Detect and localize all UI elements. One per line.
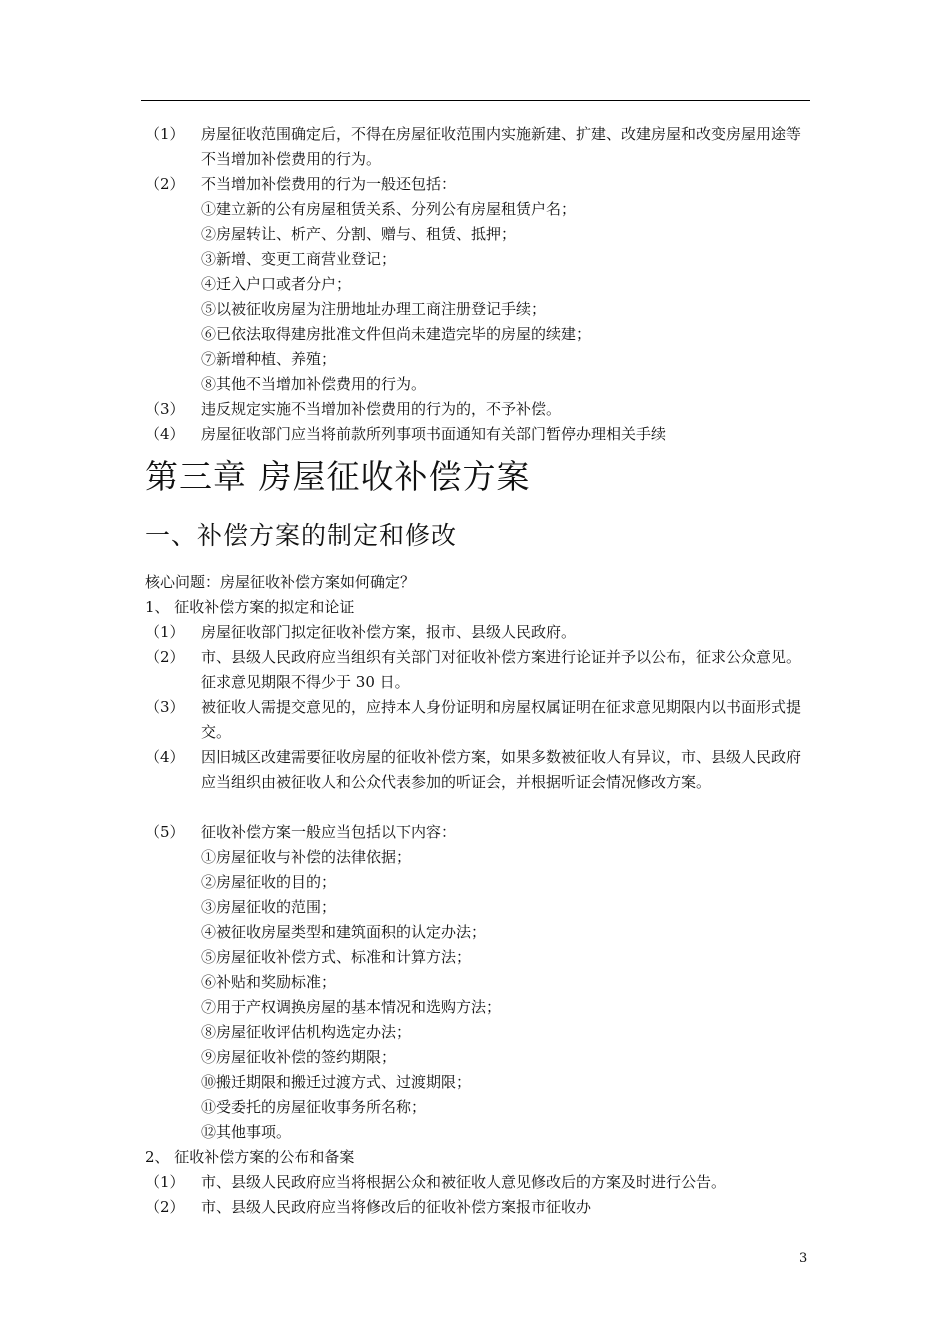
sub-item: ②房屋转让、析产、分割、赠与、租赁、抵押； <box>201 225 517 243</box>
core-question: 核心问题：房屋征收补偿方案如何确定？ <box>145 573 416 591</box>
list-number: （4） <box>145 748 185 766</box>
sub-item: ①房屋征收与补偿的法律依据； <box>201 848 412 866</box>
list-number: （1） <box>145 125 185 143</box>
sub-item: ③房屋征收的范围； <box>201 898 337 916</box>
sub-item: ⑥已依法取得建房批准文件但尚未建造完毕的房屋的续建； <box>201 325 592 343</box>
sub-item: ⑦用于产权调换房屋的基本情况和选购方法； <box>201 998 502 1016</box>
list-item-text: 市、县级人民政府应当将根据公众和被征收人意见修改后的方案及时进行公告。 <box>201 1173 727 1191</box>
list-item-text: 房屋征收范围确定后，不得在房屋征收范围内实施新建、扩建、改建房屋和改变房屋用途等不当增加补偿费用的行为。 <box>201 125 802 168</box>
sub-item: ②房屋征收的目的； <box>201 873 337 891</box>
list-number: （1） <box>145 623 185 641</box>
sub-item: ⑤以被征收房屋为注册地址办理工商注册登记手续； <box>201 300 547 318</box>
page-number: 3 <box>799 1251 808 1266</box>
list-number: （4） <box>145 425 185 443</box>
list-item-text: 市、县级人民政府应当组织有关部门对征收补偿方案进行论证并予以公布，征求公众意见。征求意见期限不得少于 30 日。 <box>201 648 802 691</box>
sub-item: ⑧其他不当增加补偿费用的行为。 <box>201 375 427 393</box>
list-item-text: 房屋征收部门应当将前款所列事项书面通知有关部门暂停办理相关手续 <box>201 425 667 443</box>
list-item-text: 市、县级人民政府应当将修改后的征收补偿方案报市征收办 <box>201 1198 592 1216</box>
chapter-title: 第三章 房屋征收补偿方案 <box>145 457 531 496</box>
list-item-text: 房屋征收部门拟定征收补偿方案，报市、县级人民政府。 <box>201 623 577 641</box>
list-item-text: 因旧城区改建需要征收房屋的征收补偿方案，如果多数被征收人有异议，市、县级人民政府应当组织由被征收人和公众代表参加的听证会，并根据听证会情况修改方案。 <box>201 748 802 791</box>
list-number: （1） <box>145 1173 185 1191</box>
list-item-text: 征收补偿方案一般应当包括以下内容： <box>201 823 457 841</box>
list-number: （2） <box>145 648 185 666</box>
sub-item: ⑤房屋征收补偿方式、标准和计算方法； <box>201 948 472 966</box>
sub-item: ④迁入户口或者分户； <box>201 275 352 293</box>
sub-item: ⑨房屋征收补偿的签约期限； <box>201 1048 397 1066</box>
sub-item: ④被征收房屋类型和建筑面积的认定办法； <box>201 923 487 941</box>
list-number: （5） <box>145 823 185 841</box>
sub-item: ⑧房屋征收评估机构选定办法； <box>201 1023 412 1041</box>
subheading: 2、 征收补偿方案的公布和备案 <box>145 1148 355 1166</box>
list-number: （2） <box>145 175 185 193</box>
sub-item: ③新增、变更工商营业登记； <box>201 250 397 268</box>
sub-item: ⑦新增种植、养殖； <box>201 350 337 368</box>
sub-item: ⑪受委托的房屋征收事务所名称； <box>201 1098 427 1116</box>
list-number: （3） <box>145 400 185 418</box>
header-rule <box>141 100 810 101</box>
sub-item: ⑫其他事项。 <box>201 1123 292 1141</box>
list-item-text: 违反规定实施不当增加补偿费用的行为的，不予补偿。 <box>201 400 562 418</box>
list-item-text: 被征收人需提交意见的，应持本人身份证明和房屋权属证明在征求意见期限内以书面形式提交。 <box>201 698 802 741</box>
section-title: 一、补偿方案的制定和修改 <box>145 521 458 550</box>
sub-item: ⑥补贴和奖励标准； <box>201 973 337 991</box>
list-number: （3） <box>145 698 185 716</box>
list-item-text: 不当增加补偿费用的行为一般还包括： <box>201 175 457 193</box>
subheading: 1、 征收补偿方案的拟定和论证 <box>145 598 355 616</box>
sub-item: ①建立新的公有房屋租赁关系、分列公有房屋租赁户名； <box>201 200 577 218</box>
list-number: （2） <box>145 1198 185 1216</box>
sub-item: ⑩搬迁期限和搬迁过渡方式、过渡期限； <box>201 1073 472 1091</box>
